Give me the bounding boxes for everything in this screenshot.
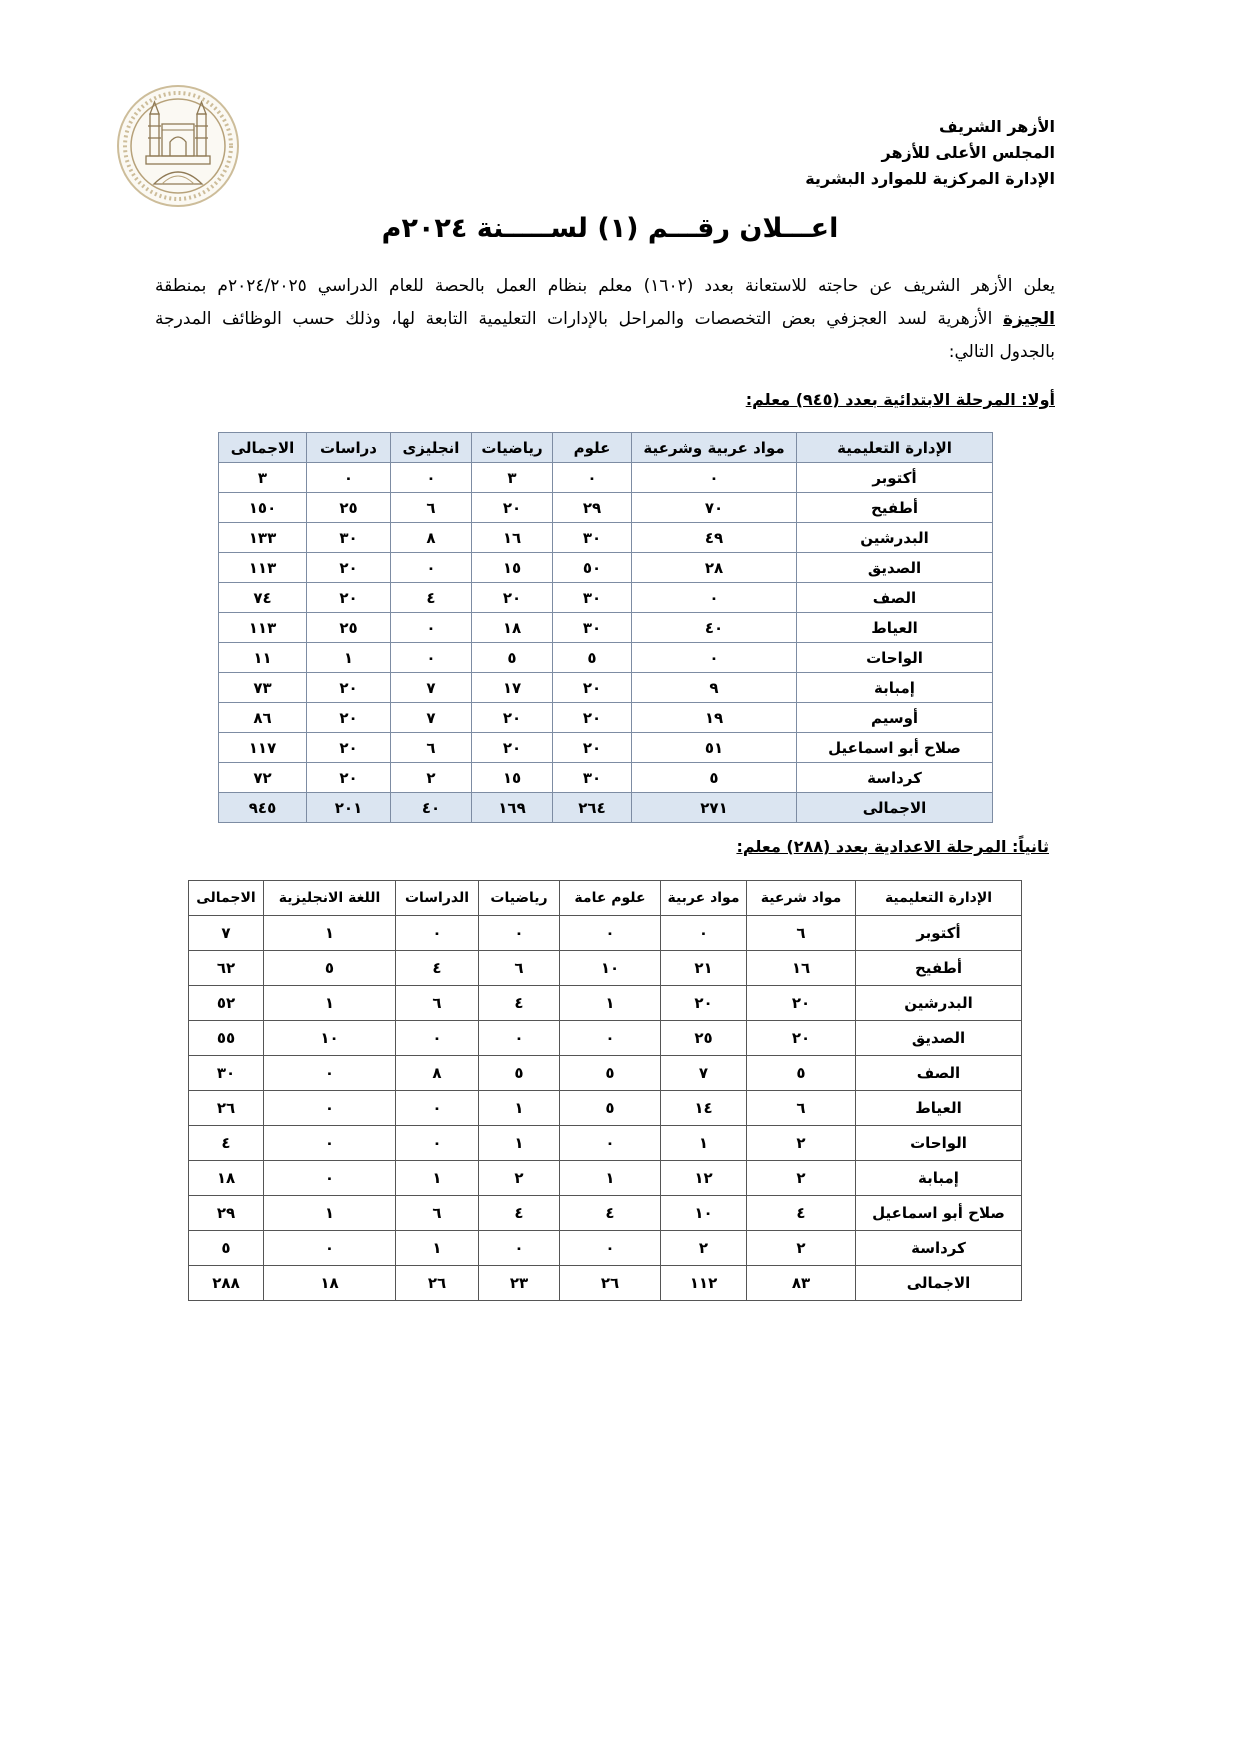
count-cell: ١ [560, 1161, 661, 1196]
column-header: مواد عربية وشرعية [632, 433, 797, 463]
table-row [219, 763, 993, 793]
count-cell: ١٤ [661, 1091, 747, 1126]
department-cell: أكتوبر [856, 916, 1022, 951]
count-cell: ٠ [264, 1161, 396, 1196]
count-cell: ٣٠ [553, 523, 632, 553]
count-cell: ٢ [747, 1126, 856, 1161]
count-cell: ٠ [632, 463, 797, 493]
table-row [219, 613, 993, 643]
grand-total-row [189, 1266, 1022, 1301]
table-row [189, 1091, 1022, 1126]
department-cell: البدرشين [856, 986, 1022, 1021]
count-cell: ٣٠ [307, 523, 391, 553]
table-row [219, 643, 993, 673]
table-row [189, 1196, 1022, 1231]
count-cell: ١٦ [472, 523, 553, 553]
count-cell: ٠ [396, 1091, 479, 1126]
table-row [219, 673, 993, 703]
table-row [189, 1231, 1022, 1266]
al-azhar-seal-icon [112, 80, 244, 212]
count-cell: ٥ [560, 1091, 661, 1126]
column-header: الاجمالى [189, 881, 264, 916]
row-total-cell: ١١٧ [219, 733, 307, 763]
table-row [219, 583, 993, 613]
count-cell: ٢١ [661, 951, 747, 986]
count-cell: ٠ [264, 1091, 396, 1126]
count-cell: ٦ [391, 733, 472, 763]
row-total-cell: ٧٣ [219, 673, 307, 703]
count-cell: ١ [479, 1126, 560, 1161]
count-cell: ١٢ [661, 1161, 747, 1196]
count-cell: ٢٠ [472, 583, 553, 613]
count-cell: ٥ [479, 1056, 560, 1091]
department-cell: أطفيح [856, 951, 1022, 986]
department-cell: الصف [797, 583, 993, 613]
count-cell: ٥ [560, 1056, 661, 1091]
count-cell: ١٠ [264, 1021, 396, 1056]
count-cell: ٢ [391, 763, 472, 793]
count-cell: ١٠ [560, 951, 661, 986]
row-total-cell: ٧٤ [219, 583, 307, 613]
preparatory-stage-heading: ثانياً: المرحلة الاعدادية بعدد (٢٨٨) معلم: [736, 837, 1049, 856]
row-total-cell: ١١٣ [219, 553, 307, 583]
count-cell: ٢٠ [472, 733, 553, 763]
count-cell: ١ [396, 1231, 479, 1266]
count-cell: ١ [661, 1126, 747, 1161]
count-cell: ٢٠ [747, 1021, 856, 1056]
table-row [189, 1021, 1022, 1056]
count-cell: ٢٠ [307, 583, 391, 613]
count-cell: ٧ [661, 1056, 747, 1091]
count-cell: ٢٠ [307, 733, 391, 763]
intro-paragraph [155, 270, 1055, 369]
department-cell: أوسيم [797, 703, 993, 733]
count-cell: ٢٥ [307, 613, 391, 643]
count-cell: ٢٠ [553, 673, 632, 703]
department-name: الإدارة المركزية للموارد البشرية [805, 169, 1055, 188]
count-cell: ٠ [632, 583, 797, 613]
column-header: رياضيات [472, 433, 553, 463]
column-header: مواد عربية [661, 881, 747, 916]
count-cell: ٦ [747, 1091, 856, 1126]
count-cell: ٤٩ [632, 523, 797, 553]
intro-line-2-text: الأزهرية لسد العجزفي بعض التخصصات والمراحل بالإدارات التعليمية التابعة لها، وذلك حسب الوظائف المدرجة [155, 309, 993, 329]
count-cell: ٦ [396, 986, 479, 1021]
column-header: انجليزى [391, 433, 472, 463]
row-total-cell: ١٣٣ [219, 523, 307, 553]
count-cell: ٠ [264, 1056, 396, 1091]
count-cell: ٤ [391, 583, 472, 613]
primary-stage-table [218, 432, 993, 823]
count-cell: ١٥ [472, 763, 553, 793]
count-cell: ٠ [391, 643, 472, 673]
row-total-cell: ٧٢ [219, 763, 307, 793]
count-cell: ٧٠ [632, 493, 797, 523]
preparatory-stage-table [188, 880, 1022, 1301]
count-cell: ٠ [391, 553, 472, 583]
count-cell: ٠ [264, 1126, 396, 1161]
department-cell: إمبابة [856, 1161, 1022, 1196]
count-cell: ٢٠ [472, 703, 553, 733]
total-cell: ٢٦ [396, 1266, 479, 1301]
row-total-cell: ٨٦ [219, 703, 307, 733]
count-cell: ٦ [479, 951, 560, 986]
count-cell: ١٠ [661, 1196, 747, 1231]
count-cell: ٢٠ [307, 553, 391, 583]
department-cell: الصديق [797, 553, 993, 583]
table-row [219, 733, 993, 763]
department-cell: العياط [856, 1091, 1022, 1126]
row-total-cell: ٢٦ [189, 1091, 264, 1126]
row-total-cell: ٢٩ [189, 1196, 264, 1231]
column-header: الإدارة التعليمية [797, 433, 993, 463]
count-cell: ٥ [472, 643, 553, 673]
header-row [219, 433, 993, 463]
department-cell: الصف [856, 1056, 1022, 1091]
intro-line-3: بالجدول التالي: [948, 342, 1055, 362]
count-cell: ٠ [553, 463, 632, 493]
column-header: علوم عامة [560, 881, 661, 916]
count-cell: ٠ [560, 1126, 661, 1161]
count-cell: ١ [307, 643, 391, 673]
count-cell: ٢٥ [307, 493, 391, 523]
total-cell: ١٦٩ [472, 793, 553, 823]
department-cell: أكتوبر [797, 463, 993, 493]
count-cell: ٠ [307, 463, 391, 493]
count-cell: ٠ [396, 1126, 479, 1161]
total-cell: ٢٧١ [632, 793, 797, 823]
total-label: الاجمالى [856, 1266, 1022, 1301]
count-cell: ٢٠ [661, 986, 747, 1021]
count-cell: ٠ [396, 916, 479, 951]
count-cell: ٤ [479, 986, 560, 1021]
row-total-cell: ٥٢ [189, 986, 264, 1021]
count-cell: ١٦ [747, 951, 856, 986]
row-total-cell: ١٨ [189, 1161, 264, 1196]
count-cell: ٥ [264, 951, 396, 986]
intro-line-1: يعلن الأزهر الشريف عن حاجته للاستعانة بعدد (١٦٠٢) معلم بنظام العمل بالحصة للعام الدراسي ٢٠٢٤/٢٠٢٥م بمنطقة [155, 276, 1056, 296]
count-cell: ٢٨ [632, 553, 797, 583]
count-cell: ٠ [391, 613, 472, 643]
count-cell: ٢٠ [553, 703, 632, 733]
row-total-cell: ١١ [219, 643, 307, 673]
department-cell: العياط [797, 613, 993, 643]
count-cell: ٣ [472, 463, 553, 493]
count-cell: ٠ [391, 463, 472, 493]
table-row [189, 1056, 1022, 1091]
column-header: الاجمالى [219, 433, 307, 463]
count-cell: ٢ [479, 1161, 560, 1196]
table-row [189, 951, 1022, 986]
row-total-cell: ٥٥ [189, 1021, 264, 1056]
column-header: علوم [553, 433, 632, 463]
grand-total-row [219, 793, 993, 823]
department-cell: الواحات [797, 643, 993, 673]
table-row [219, 463, 993, 493]
row-total-cell: ١١٣ [219, 613, 307, 643]
count-cell: ٠ [632, 643, 797, 673]
row-total-cell: ٦٢ [189, 951, 264, 986]
count-cell: ٨ [396, 1056, 479, 1091]
total-cell: ٢٠١ [307, 793, 391, 823]
count-cell: ٧ [391, 673, 472, 703]
count-cell: ٥ [747, 1056, 856, 1091]
grand-total-cell: ٩٤٥ [219, 793, 307, 823]
count-cell: ١٧ [472, 673, 553, 703]
table-row [219, 523, 993, 553]
count-cell: ٢٠ [472, 493, 553, 523]
al-azhar-logo [112, 80, 244, 212]
count-cell: ١ [264, 986, 396, 1021]
count-cell: ٨ [391, 523, 472, 553]
total-cell: ٢٣ [479, 1266, 560, 1301]
count-cell: ٢ [747, 1231, 856, 1266]
count-cell: ٤ [479, 1196, 560, 1231]
announcement-title: اعـــلان رقـــم (١) لســـــنة ٢٠٢٤م [381, 213, 839, 244]
department-cell: الصديق [856, 1021, 1022, 1056]
total-cell: ١٨ [264, 1266, 396, 1301]
column-header: اللغة الانجليزية [264, 881, 396, 916]
department-cell: صلاح أبو اسماعيل [797, 733, 993, 763]
count-cell: ١ [264, 916, 396, 951]
total-cell: ٢٦ [560, 1266, 661, 1301]
count-cell: ٠ [560, 1231, 661, 1266]
count-cell: ٢٠ [747, 986, 856, 1021]
count-cell: ٣٠ [553, 583, 632, 613]
row-total-cell: ٣ [219, 463, 307, 493]
region-highlight: الجيزة [1002, 309, 1055, 329]
grand-total-cell: ٢٨٨ [189, 1266, 264, 1301]
count-cell: ٠ [479, 1231, 560, 1266]
count-cell: ٥ [553, 643, 632, 673]
council-name: المجلس الأعلى للأزهر [881, 143, 1055, 162]
header-row [189, 881, 1022, 916]
row-total-cell: ٤ [189, 1126, 264, 1161]
table-row [189, 1161, 1022, 1196]
count-cell: ٩ [632, 673, 797, 703]
count-cell: ٥ [632, 763, 797, 793]
count-cell: ٠ [560, 916, 661, 951]
department-cell: الواحات [856, 1126, 1022, 1161]
org-name: الأزهر الشريف [938, 117, 1055, 136]
count-cell: ٢٩ [553, 493, 632, 523]
count-cell: ٠ [661, 916, 747, 951]
table-row [189, 1126, 1022, 1161]
count-cell: ١ [396, 1161, 479, 1196]
organization-header [805, 114, 1055, 192]
count-cell: ٢٠ [307, 703, 391, 733]
count-cell: ٢٥ [661, 1021, 747, 1056]
total-cell: ٨٣ [747, 1266, 856, 1301]
count-cell: ٥١ [632, 733, 797, 763]
total-cell: ٢٦٤ [553, 793, 632, 823]
count-cell: ١٩ [632, 703, 797, 733]
department-cell: أطفيح [797, 493, 993, 523]
count-cell: ٠ [479, 1021, 560, 1056]
table-row [219, 703, 993, 733]
count-cell: ٧ [391, 703, 472, 733]
count-cell: ١ [560, 986, 661, 1021]
count-cell: ٤ [560, 1196, 661, 1231]
count-cell: ٣٠ [553, 763, 632, 793]
count-cell: ٤ [747, 1196, 856, 1231]
count-cell: ٦ [747, 916, 856, 951]
intro-line-2 [155, 303, 1055, 336]
count-cell: ٢ [747, 1161, 856, 1196]
total-cell: ١١٢ [661, 1266, 747, 1301]
count-cell: ٢٠ [307, 763, 391, 793]
column-header: الدراسات [396, 881, 479, 916]
department-cell: إمبابة [797, 673, 993, 703]
count-cell: ٠ [264, 1231, 396, 1266]
row-total-cell: ١٥٠ [219, 493, 307, 523]
count-cell: ٤ [396, 951, 479, 986]
table-row [189, 986, 1022, 1021]
department-cell: البدرشين [797, 523, 993, 553]
column-header: رياضيات [479, 881, 560, 916]
count-cell: ٢٠ [307, 673, 391, 703]
column-header: مواد شرعية [747, 881, 856, 916]
row-total-cell: ٥ [189, 1231, 264, 1266]
count-cell: ٤٠ [632, 613, 797, 643]
table-row [219, 493, 993, 523]
row-total-cell: ٧ [189, 916, 264, 951]
count-cell: ٢ [661, 1231, 747, 1266]
department-cell: كرداسة [856, 1231, 1022, 1266]
table-row [189, 916, 1022, 951]
department-cell: صلاح أبو اسماعيل [856, 1196, 1022, 1231]
count-cell: ٦ [396, 1196, 479, 1231]
primary-stage-heading: أولا: المرحلة الابتدائية بعدد (٩٤٥) معلم: [745, 390, 1055, 409]
count-cell: ١ [264, 1196, 396, 1231]
count-cell: ٢٠ [553, 733, 632, 763]
count-cell: ٥٠ [553, 553, 632, 583]
count-cell: ١٥ [472, 553, 553, 583]
total-label: الاجمالى [797, 793, 993, 823]
count-cell: ١ [479, 1091, 560, 1126]
department-cell: كرداسة [797, 763, 993, 793]
total-cell: ٤٠ [391, 793, 472, 823]
column-header: دراسات [307, 433, 391, 463]
column-header: الإدارة التعليمية [856, 881, 1022, 916]
table-row [219, 553, 993, 583]
count-cell: ٠ [560, 1021, 661, 1056]
row-total-cell: ٣٠ [189, 1056, 264, 1091]
count-cell: ٠ [396, 1021, 479, 1056]
count-cell: ٦ [391, 493, 472, 523]
count-cell: ٣٠ [553, 613, 632, 643]
count-cell: ١٨ [472, 613, 553, 643]
count-cell: ٠ [479, 916, 560, 951]
